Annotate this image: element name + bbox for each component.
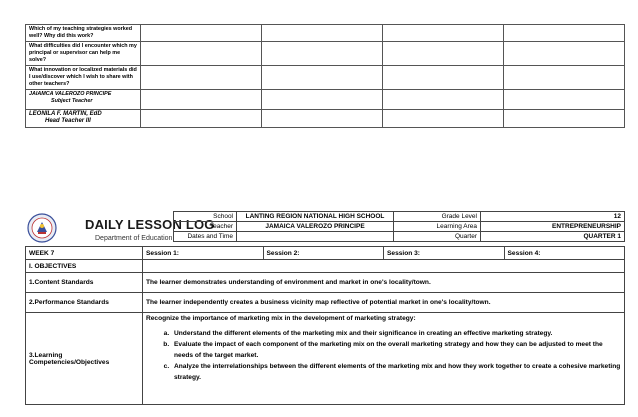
performance-standards-text: The learner independently creates a business vicinity map reflective of potential market in one's locality/town. <box>143 293 625 313</box>
session-2-header: Session 2: <box>263 247 384 260</box>
prepared-by-cell <box>26 90 141 110</box>
noted-by-cell <box>26 110 141 128</box>
session-1-header: Session 1: <box>143 247 264 260</box>
dates-label: Dates and Time <box>174 232 237 242</box>
session-3-header: Session 3: <box>384 247 505 260</box>
area-value: ENTREPRENEURSHIP <box>481 222 625 232</box>
reflection-cell <box>141 90 262 110</box>
week-label: WEEK 7 <box>26 247 143 260</box>
performance-standards-label: 2.Performance Standards <box>26 293 143 313</box>
area-label: Learning Area <box>394 222 481 232</box>
reflection-cell <box>383 42 504 66</box>
reflection-cell <box>504 110 625 128</box>
teacher-value: JAMAICA VALEROZO PRINCIPE <box>237 222 394 232</box>
reflection-cell <box>504 42 625 66</box>
competency-item-c: c. Analyze the interrelationships between the different elements of the marketing mix and how they work together to create a cohesive marketing strategy. <box>171 361 621 383</box>
competency-item-a: a. Understand the different elements of the marketing mix and their significance in creating an effective marketing strategy. <box>171 328 621 339</box>
school-label: School <box>174 212 237 222</box>
competencies-cell <box>143 313 625 405</box>
reflection-cell <box>262 90 383 110</box>
reflection-question-1: Which of my teaching strategies worked well? Why did this work? <box>26 25 141 42</box>
reflection-question-3: What innovation or localized materials did I use/discover which I wish to share with other teachers? <box>26 66 141 90</box>
teacher-role: Subject Teacher <box>51 98 93 104</box>
quarter-label: Quarter <box>394 232 481 242</box>
department-name: Department of Education <box>95 235 173 242</box>
teacher-label: Teacher <box>174 222 237 232</box>
head-teacher-role: Head Teacher III <box>45 118 91 124</box>
objectives-filler <box>143 260 625 273</box>
reflection-cell <box>504 25 625 42</box>
content-standards-label: 1.Content Standards <box>26 273 143 293</box>
dll-title: DAILY LESSON LOG <box>85 217 215 232</box>
deped-seal-icon <box>27 213 57 243</box>
reflection-table <box>25 24 625 128</box>
school-value: LANTING REGION NATIONAL HIGH SCHOOL <box>237 212 394 222</box>
reflection-cell <box>141 42 262 66</box>
content-standards-text: The learner demonstrates understanding of environment and market in one's locality/town. <box>143 273 625 293</box>
session-4-header: Session 4: <box>504 247 625 260</box>
head-teacher-name: LEONILA F. MARTIN, EdD <box>29 111 102 117</box>
lesson-table <box>25 246 625 405</box>
reflection-cell <box>383 90 504 110</box>
grade-label: Grade Level <box>394 212 481 222</box>
reflection-cell <box>383 25 504 42</box>
reflection-question-2: What difficulties did I encounter which my principal or supervisor can help me solve? <box>26 42 141 66</box>
reflection-cell <box>262 25 383 42</box>
reflection-cell <box>262 66 383 90</box>
competencies-intro: Recognize the importance of marketing mix in the development of marketing strategy: <box>146 315 416 322</box>
reflection-cell <box>141 25 262 42</box>
quarter-value: QUARTER 1 <box>481 232 625 242</box>
dates-value <box>237 232 394 242</box>
dll-header <box>25 211 625 245</box>
competencies-list <box>146 328 621 383</box>
reflection-cell <box>262 110 383 128</box>
reflection-cell <box>141 110 262 128</box>
reflection-cell <box>262 42 383 66</box>
teacher-name: JAIAMCA VALEROZO PRINCIPE <box>29 91 112 97</box>
reflection-cell <box>383 66 504 90</box>
objectives-heading: I. OBJECTIVES <box>26 260 143 273</box>
reflection-cell <box>504 66 625 90</box>
header-info-table <box>173 211 625 242</box>
reflection-cell <box>383 110 504 128</box>
reflection-cell <box>141 66 262 90</box>
reflection-cell <box>504 90 625 110</box>
grade-value: 12 <box>481 212 625 222</box>
competencies-label: 3.Learning Competencies/Objectives <box>26 313 143 405</box>
competency-item-b: b. Evaluate the impact of each component of the marketing mix on the overall marketing strategy and how they can be adjusted to meet the needs of the target market. <box>171 339 621 361</box>
